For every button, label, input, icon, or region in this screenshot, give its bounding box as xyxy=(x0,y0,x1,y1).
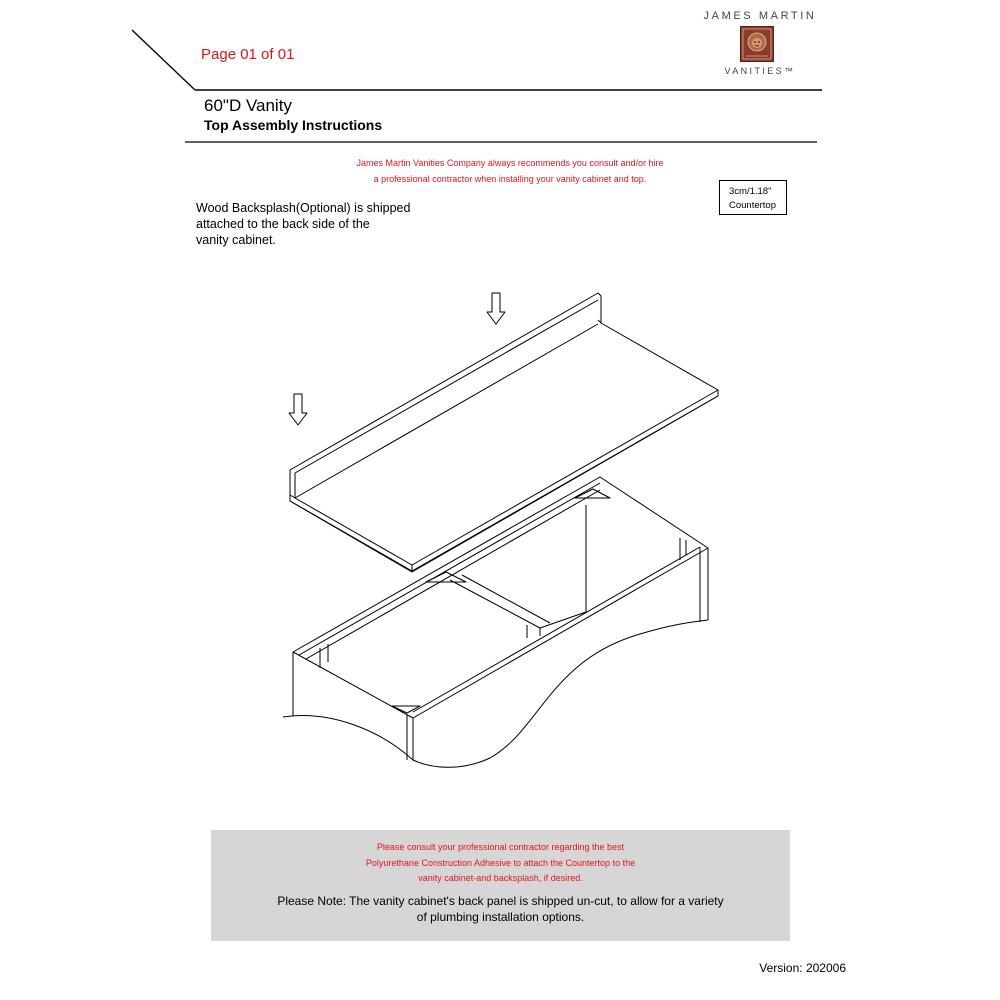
backsplash-note-line: attached to the back side of the xyxy=(196,217,370,231)
disclaimer-line: James Martin Vanities Company always recommends you consult and/or hire xyxy=(356,158,664,168)
down-arrow-icon xyxy=(487,293,505,324)
plumbing-note-line: Please Note: The vanity cabinet's back panel is shipped un-cut, to allow for a variety xyxy=(277,894,724,908)
brand-name: JAMES MARTIN xyxy=(703,10,817,22)
document-title: 60"D Vanity xyxy=(204,96,292,115)
countertop xyxy=(290,293,718,572)
version-label: Version: 202006 xyxy=(759,961,846,975)
plumbing-note xyxy=(211,894,790,925)
plumbing-note-line: of plumbing installation options. xyxy=(416,909,585,924)
adhesive-note xyxy=(211,840,790,887)
document-subtitle: Top Assembly Instructions xyxy=(204,117,383,133)
brand-tagline: VANITIES™ xyxy=(724,66,796,76)
disclaimer-line: a professional contractor when installing your vanity cabinet and top. xyxy=(373,174,647,184)
down-arrow-icon xyxy=(289,394,307,425)
page-number: Page 01 of 01 xyxy=(201,46,295,63)
spec-type: Countertop xyxy=(729,200,777,211)
backsplash-note-line: Wood Backsplash(Optional) is shipped xyxy=(196,201,411,215)
adhesive-note-line: vanity cabinet-and backsplash, if desired. xyxy=(418,873,583,883)
adhesive-note-line: Please consult your professional contractor regarding the best xyxy=(376,842,625,852)
backsplash-note-line: vanity cabinet. xyxy=(196,233,276,247)
spec-thickness: 3cm/1.18" xyxy=(729,186,772,197)
adhesive-note-line: Polyurethane Construction Adhesive to attach the Countertop to the xyxy=(365,857,636,868)
